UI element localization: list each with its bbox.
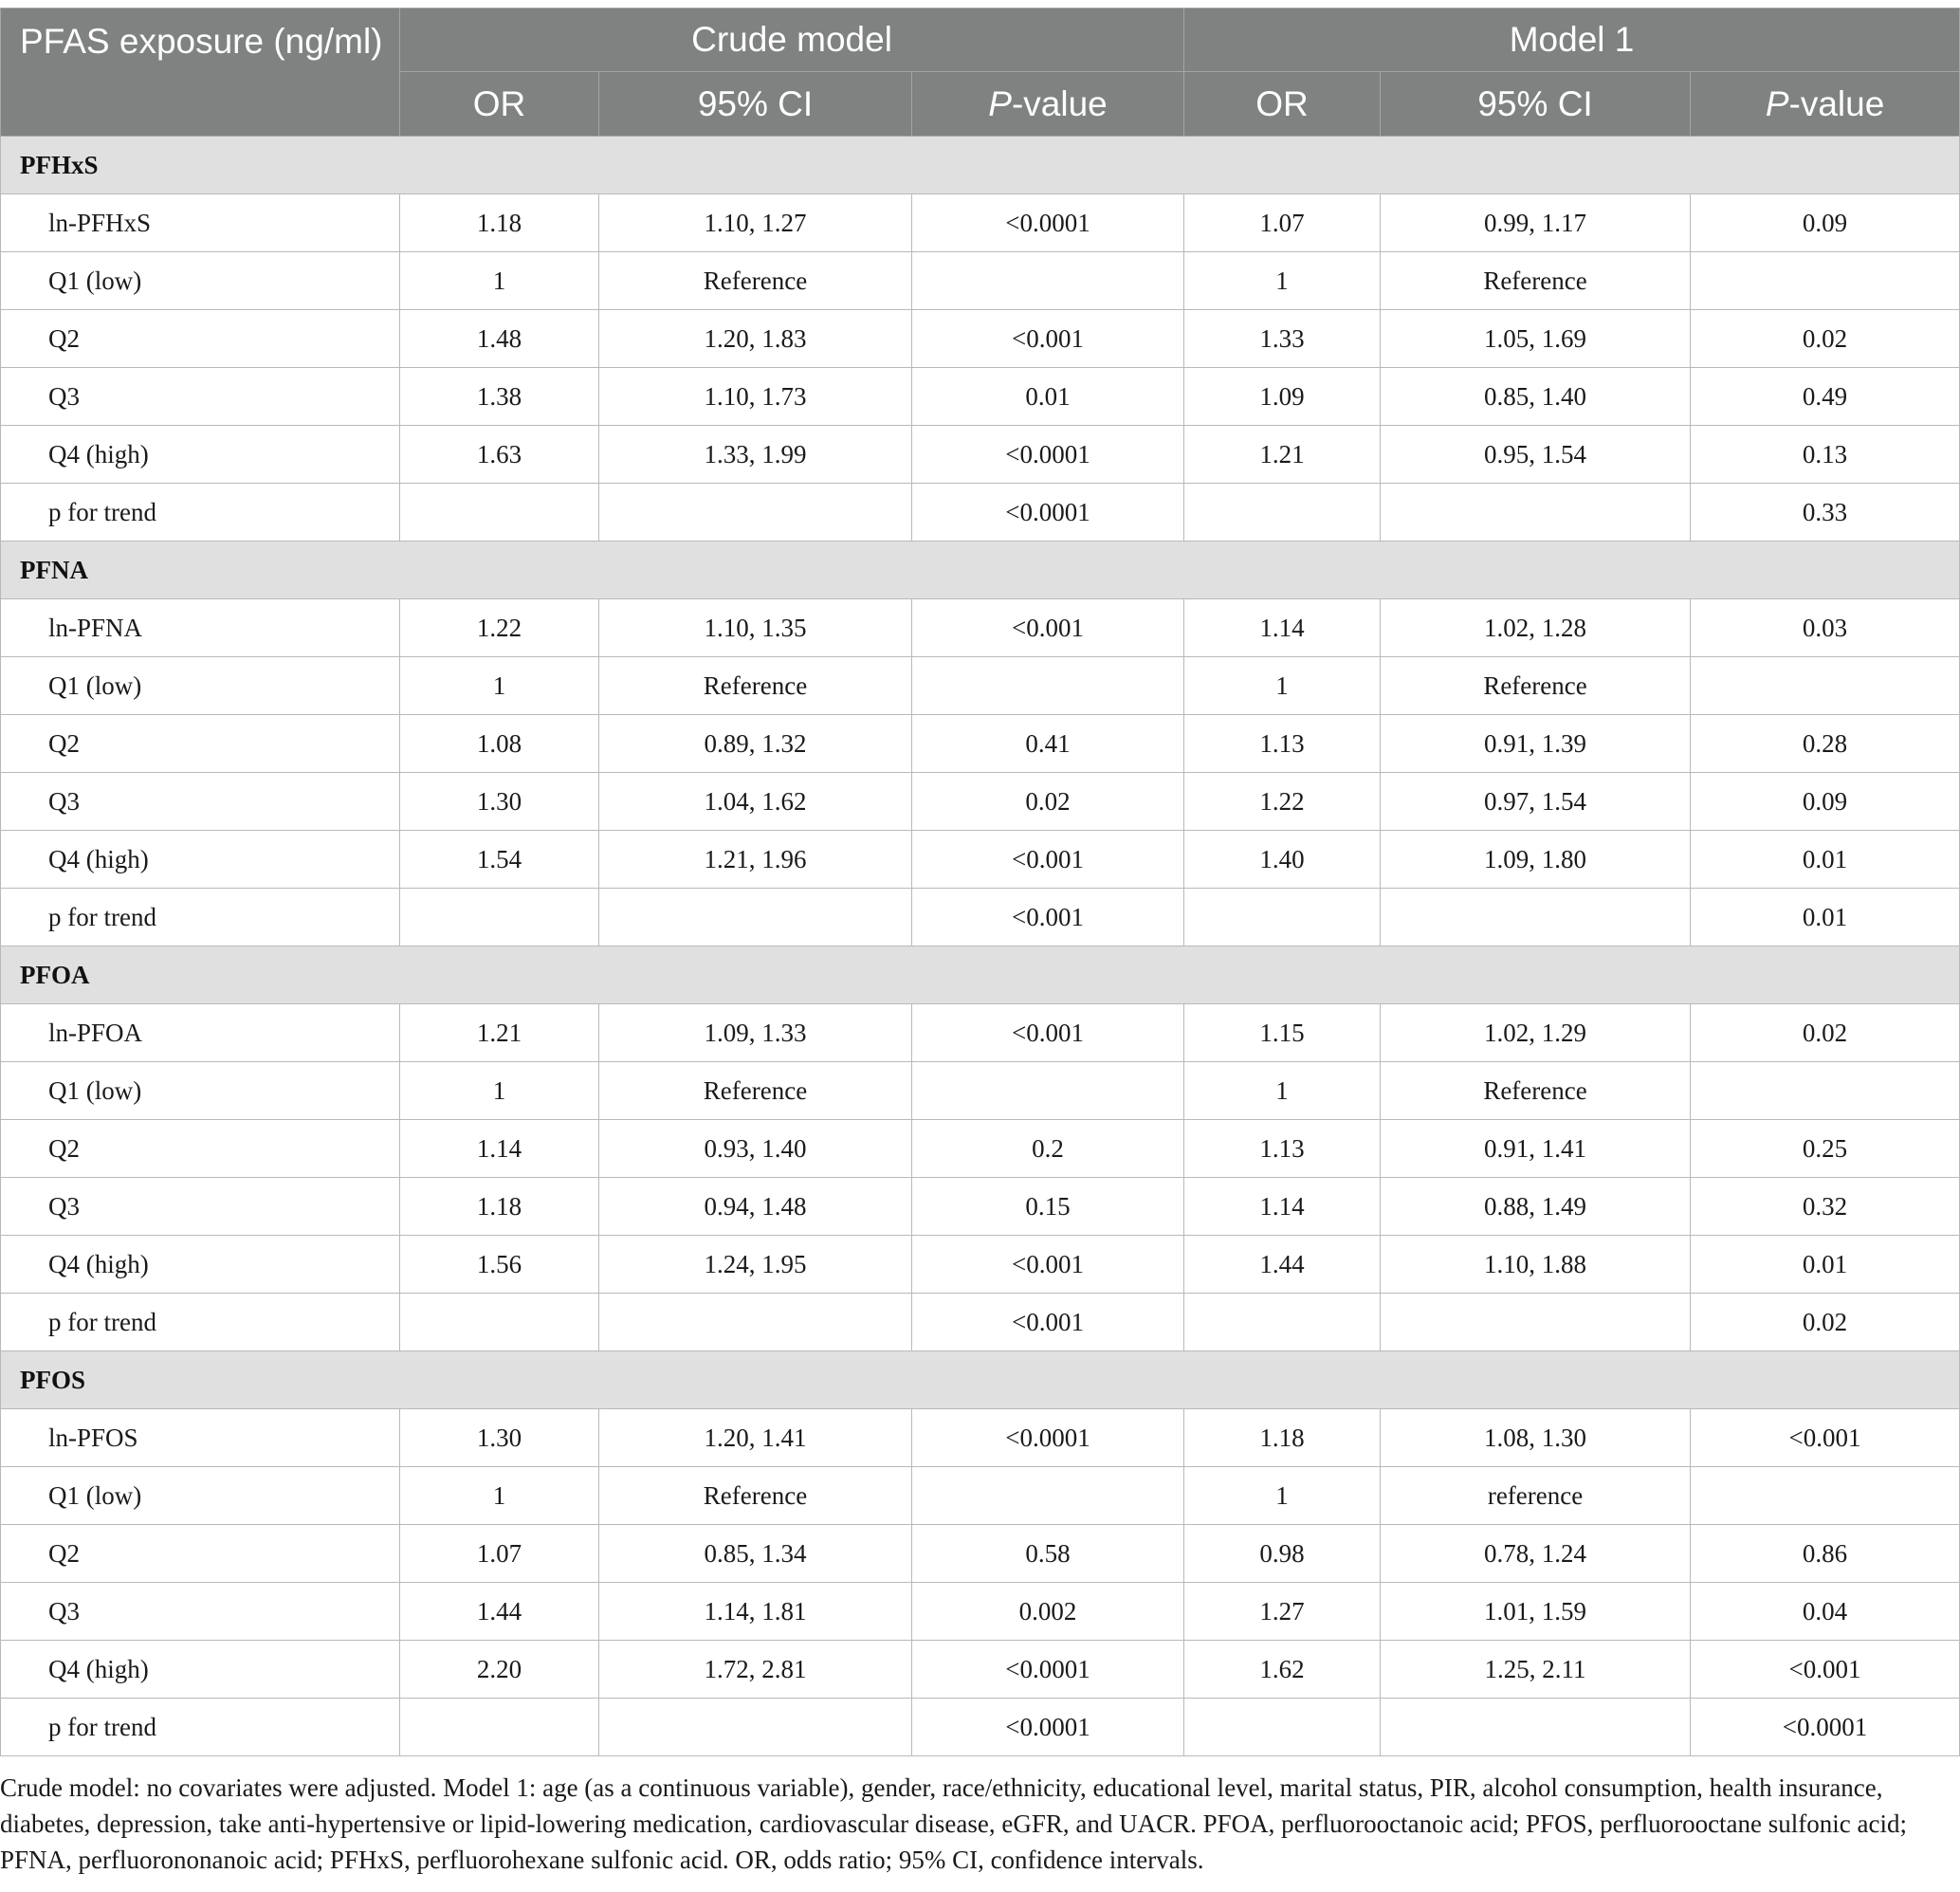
crude-p-cell: 0.01: [912, 368, 1184, 426]
crude-or-cell: 1.48: [400, 310, 599, 368]
table-row: [1, 1641, 1960, 1699]
table-row: [1, 310, 1960, 368]
table-row: [1, 368, 1960, 426]
model1-or-cell: 1: [1184, 657, 1381, 715]
model1-ci-cell: [1381, 1699, 1691, 1756]
crude-or-cell: 1.56: [400, 1236, 599, 1294]
crude-ci-cell: 1.20, 1.41: [599, 1409, 912, 1467]
model1-ci-cell: 1.25, 2.11: [1381, 1641, 1691, 1699]
crude-or-cell: 1.30: [400, 1409, 599, 1467]
crude-p-cell: <0.0001: [912, 484, 1184, 542]
crude-p-cell: [912, 1062, 1184, 1120]
model1-p-cell: 0.01: [1691, 1236, 1960, 1294]
row-label: ln-PFHxS: [1, 194, 400, 252]
row-label: Q2: [1, 715, 400, 773]
crude-ci-cell: 1.21, 1.96: [599, 831, 912, 889]
model1-ci-cell: 0.85, 1.40: [1381, 368, 1691, 426]
row-label: Q3: [1, 773, 400, 831]
model1-ci-cell: 1.02, 1.28: [1381, 599, 1691, 657]
group-row: [1, 542, 1960, 599]
model1-ci-cell: 0.95, 1.54: [1381, 426, 1691, 484]
model1-or-cell: 1.09: [1184, 368, 1381, 426]
results-table-container: [0, 8, 1960, 1756]
model1-or-cell: 1.07: [1184, 194, 1381, 252]
crude-p-cell: 0.15: [912, 1178, 1184, 1236]
table-row: [1, 1583, 1960, 1641]
model1-or-cell: [1184, 1294, 1381, 1351]
group-row: [1, 137, 1960, 194]
group-label: PFNA: [1, 542, 1960, 599]
row-label: Q3: [1, 1178, 400, 1236]
row-label: ln-PFNA: [1, 599, 400, 657]
table-row: [1, 484, 1960, 542]
crude-or-cell: 1.21: [400, 1004, 599, 1062]
model1-ci-cell: 1.02, 1.29: [1381, 1004, 1691, 1062]
crude-p-cell: 0.02: [912, 773, 1184, 831]
crude-or-cell: 1: [400, 1062, 599, 1120]
crude-or-cell: 1.18: [400, 194, 599, 252]
crude-p-cell: <0.0001: [912, 1641, 1184, 1699]
model1-ci-cell: Reference: [1381, 657, 1691, 715]
crude-ci-cell: [599, 1699, 912, 1756]
model1-p-cell: 0.02: [1691, 1294, 1960, 1351]
crude-or-cell: 1.08: [400, 715, 599, 773]
p-letter: P: [988, 83, 1012, 123]
crude-or-header: OR: [400, 72, 599, 137]
row-label: Q2: [1, 1525, 400, 1583]
crude-or-cell: 1.30: [400, 773, 599, 831]
model1-ci-header: 95% CI: [1381, 72, 1691, 137]
model1-or-cell: 1.44: [1184, 1236, 1381, 1294]
model1-or-cell: 1.62: [1184, 1641, 1381, 1699]
model1-or-cell: 1.33: [1184, 310, 1381, 368]
model1-p-cell: 0.33: [1691, 484, 1960, 542]
model1-ci-cell: 1.05, 1.69: [1381, 310, 1691, 368]
model1-p-cell: 0.02: [1691, 310, 1960, 368]
row-label: Q4 (high): [1, 1236, 400, 1294]
crude-ci-cell: Reference: [599, 1467, 912, 1525]
row-label: ln-PFOA: [1, 1004, 400, 1062]
crude-p-cell: 0.2: [912, 1120, 1184, 1178]
crude-or-cell: 1.44: [400, 1583, 599, 1641]
model1-ci-cell: 1.08, 1.30: [1381, 1409, 1691, 1467]
model1-p-header: [1691, 72, 1960, 137]
model1-p-cell: 0.28: [1691, 715, 1960, 773]
crude-p-cell: <0.0001: [912, 194, 1184, 252]
crude-ci-cell: 1.33, 1.99: [599, 426, 912, 484]
table-row: [1, 1409, 1960, 1467]
model1-ci-cell: 0.88, 1.49: [1381, 1178, 1691, 1236]
model1-or-cell: 1.14: [1184, 1178, 1381, 1236]
table-row: [1, 1467, 1960, 1525]
table-row: [1, 1062, 1960, 1120]
crude-or-cell: 1.14: [400, 1120, 599, 1178]
crude-ci-cell: 0.94, 1.48: [599, 1178, 912, 1236]
model1-or-cell: 1.22: [1184, 773, 1381, 831]
model1-p-cell: 0.49: [1691, 368, 1960, 426]
crude-p-cell: <0.0001: [912, 426, 1184, 484]
model1-or-cell: 1: [1184, 1062, 1381, 1120]
crude-or-cell: 1.63: [400, 426, 599, 484]
model1-or-cell: 1.27: [1184, 1583, 1381, 1641]
table-header: [1, 9, 1960, 137]
table-footnote: Crude model: no covariates were adjusted. Model 1: age (as a continuous variable), gender, race/ethnicity, educational level, marital status, PIR, alcohol consumption, health insurance, diabetes, depression, take anti-hypertensive or lipid-lowering medication, cardiovascular disease, eGFR, and UACR. PFOA, perfluorooctanoic acid; PFOS, perfluorooctane sulfonic acid; PFNA, perfluorononanoic acid; PFHxS, perfluorohexane sulfonic acid. OR, odds ratio; 95% CI, confidence intervals.: [0, 1773, 1907, 1874]
model1-p-cell: 0.09: [1691, 194, 1960, 252]
row-label: Q2: [1, 310, 400, 368]
row-label: Q4 (high): [1, 426, 400, 484]
model1-or-cell: 1.14: [1184, 599, 1381, 657]
row-label: Q3: [1, 1583, 400, 1641]
model1-or-cell: 1.15: [1184, 1004, 1381, 1062]
row-label: Q1 (low): [1, 657, 400, 715]
model1-ci-cell: [1381, 1294, 1691, 1351]
crude-or-cell: 1: [400, 252, 599, 310]
model1-p-cell: 0.86: [1691, 1525, 1960, 1583]
crude-or-cell: 2.20: [400, 1641, 599, 1699]
crude-p-cell: <0.0001: [912, 1409, 1184, 1467]
model1-ci-cell: 1.10, 1.88: [1381, 1236, 1691, 1294]
row-label: p for trend: [1, 1699, 400, 1756]
model1-ci-cell: 0.91, 1.41: [1381, 1120, 1691, 1178]
table-row: [1, 889, 1960, 946]
model1-p-cell: [1691, 252, 1960, 310]
crude-or-cell: 1: [400, 1467, 599, 1525]
crude-ci-cell: 1.72, 2.81: [599, 1641, 912, 1699]
table-row: [1, 252, 1960, 310]
odds-ratio-table: [0, 8, 1960, 1756]
row-label: Q4 (high): [1, 1641, 400, 1699]
group-row: [1, 1351, 1960, 1409]
p-letter: P: [1765, 83, 1789, 123]
crude-ci-cell: [599, 889, 912, 946]
row-label: p for trend: [1, 889, 400, 946]
crude-ci-cell: 1.14, 1.81: [599, 1583, 912, 1641]
crude-p-cell: <0.001: [912, 831, 1184, 889]
table-row: [1, 831, 1960, 889]
row-label: p for trend: [1, 1294, 400, 1351]
table-row: [1, 657, 1960, 715]
model1-or-header: OR: [1184, 72, 1381, 137]
model1-or-cell: [1184, 484, 1381, 542]
crude-p-cell: <0.001: [912, 1294, 1184, 1351]
row-label: Q1 (low): [1, 1062, 400, 1120]
model1-p-cell: <0.0001: [1691, 1699, 1960, 1756]
group-row: [1, 946, 1960, 1004]
model1-or-cell: 1.18: [1184, 1409, 1381, 1467]
crude-ci-cell: 1.04, 1.62: [599, 773, 912, 831]
table-row: [1, 1294, 1960, 1351]
model1-ci-cell: 1.09, 1.80: [1381, 831, 1691, 889]
table-row: [1, 599, 1960, 657]
model1-p-cell: <0.001: [1691, 1641, 1960, 1699]
model1-ci-cell: [1381, 889, 1691, 946]
table-row: [1, 1004, 1960, 1062]
table-row: [1, 426, 1960, 484]
crude-ci-cell: [599, 1294, 912, 1351]
crude-p-cell: <0.001: [912, 1004, 1184, 1062]
crude-or-cell: 1.54: [400, 831, 599, 889]
crude-p-cell: [912, 1467, 1184, 1525]
table-row: [1, 194, 1960, 252]
model1-p-cell: 0.04: [1691, 1583, 1960, 1641]
p-suffix: -value: [1788, 83, 1885, 123]
table-row: [1, 1120, 1960, 1178]
model1-ci-cell: Reference: [1381, 1062, 1691, 1120]
table-row: [1, 1178, 1960, 1236]
stub-header: PFAS exposure (ng/ml): [1, 9, 400, 137]
crude-ci-cell: 1.24, 1.95: [599, 1236, 912, 1294]
table-row: [1, 1525, 1960, 1583]
group-label: PFHxS: [1, 137, 1960, 194]
model1-p-cell: <0.001: [1691, 1409, 1960, 1467]
model1-header: Model 1: [1184, 9, 1960, 72]
crude-ci-cell: 1.09, 1.33: [599, 1004, 912, 1062]
row-label: p for trend: [1, 484, 400, 542]
model1-p-cell: 0.13: [1691, 426, 1960, 484]
model1-ci-cell: 1.01, 1.59: [1381, 1583, 1691, 1641]
crude-ci-cell: 0.89, 1.32: [599, 715, 912, 773]
p-suffix: -value: [1011, 83, 1108, 123]
model1-or-cell: 1.21: [1184, 426, 1381, 484]
model1-or-cell: [1184, 889, 1381, 946]
row-label: Q1 (low): [1, 1467, 400, 1525]
model1-ci-cell: Reference: [1381, 252, 1691, 310]
model1-or-cell: 1.13: [1184, 1120, 1381, 1178]
model1-p-cell: [1691, 1062, 1960, 1120]
model1-ci-cell: 0.97, 1.54: [1381, 773, 1691, 831]
model1-p-cell: 0.25: [1691, 1120, 1960, 1178]
crude-ci-cell: [599, 484, 912, 542]
table-row: [1, 773, 1960, 831]
model1-p-cell: 0.02: [1691, 1004, 1960, 1062]
model1-ci-cell: 0.91, 1.39: [1381, 715, 1691, 773]
model1-or-cell: 1.13: [1184, 715, 1381, 773]
crude-or-cell: [400, 484, 599, 542]
model1-p-cell: 0.09: [1691, 773, 1960, 831]
crude-p-cell: <0.001: [912, 310, 1184, 368]
crude-p-cell: <0.001: [912, 599, 1184, 657]
crude-p-cell: 0.41: [912, 715, 1184, 773]
model1-or-cell: 1.40: [1184, 831, 1381, 889]
crude-p-cell: <0.0001: [912, 1699, 1184, 1756]
model1-ci-cell: reference: [1381, 1467, 1691, 1525]
row-label: Q1 (low): [1, 252, 400, 310]
crude-p-cell: <0.001: [912, 1236, 1184, 1294]
model1-p-cell: [1691, 657, 1960, 715]
crude-model-header: Crude model: [400, 9, 1184, 72]
group-label: PFOA: [1, 946, 1960, 1004]
row-label: Q4 (high): [1, 831, 400, 889]
crude-ci-cell: 1.10, 1.27: [599, 194, 912, 252]
model1-or-cell: 1: [1184, 252, 1381, 310]
model1-or-cell: [1184, 1699, 1381, 1756]
crude-ci-cell: 1.10, 1.35: [599, 599, 912, 657]
crude-ci-cell: 1.20, 1.83: [599, 310, 912, 368]
crude-ci-header: 95% CI: [599, 72, 912, 137]
crude-ci-cell: 0.85, 1.34: [599, 1525, 912, 1583]
row-label: Q2: [1, 1120, 400, 1178]
table-row: [1, 1236, 1960, 1294]
crude-p-cell: 0.58: [912, 1525, 1184, 1583]
model1-p-cell: 0.32: [1691, 1178, 1960, 1236]
model1-p-cell: 0.01: [1691, 831, 1960, 889]
crude-or-cell: 1.22: [400, 599, 599, 657]
model1-or-cell: 0.98: [1184, 1525, 1381, 1583]
crude-or-cell: 1.38: [400, 368, 599, 426]
crude-ci-cell: Reference: [599, 1062, 912, 1120]
model1-p-cell: [1691, 1467, 1960, 1525]
crude-or-cell: 1: [400, 657, 599, 715]
table-body: [1, 137, 1960, 1756]
crude-p-cell: 0.002: [912, 1583, 1184, 1641]
crude-or-cell: [400, 889, 599, 946]
crude-or-cell: [400, 1699, 599, 1756]
crude-ci-cell: 1.10, 1.73: [599, 368, 912, 426]
crude-p-cell: [912, 657, 1184, 715]
crude-p-cell: [912, 252, 1184, 310]
model1-ci-cell: 0.78, 1.24: [1381, 1525, 1691, 1583]
model1-p-cell: 0.03: [1691, 599, 1960, 657]
crude-or-cell: [400, 1294, 599, 1351]
row-label: Q3: [1, 368, 400, 426]
crude-p-cell: <0.001: [912, 889, 1184, 946]
crude-ci-cell: 0.93, 1.40: [599, 1120, 912, 1178]
table-row: [1, 1699, 1960, 1756]
row-label: ln-PFOS: [1, 1409, 400, 1467]
crude-p-header: [912, 72, 1184, 137]
crude-or-cell: 1.18: [400, 1178, 599, 1236]
model1-ci-cell: [1381, 484, 1691, 542]
group-label: PFOS: [1, 1351, 1960, 1409]
crude-ci-cell: Reference: [599, 657, 912, 715]
crude-ci-cell: Reference: [599, 252, 912, 310]
crude-or-cell: 1.07: [400, 1525, 599, 1583]
model1-ci-cell: 0.99, 1.17: [1381, 194, 1691, 252]
model1-or-cell: 1: [1184, 1467, 1381, 1525]
table-row: [1, 715, 1960, 773]
model1-p-cell: 0.01: [1691, 889, 1960, 946]
